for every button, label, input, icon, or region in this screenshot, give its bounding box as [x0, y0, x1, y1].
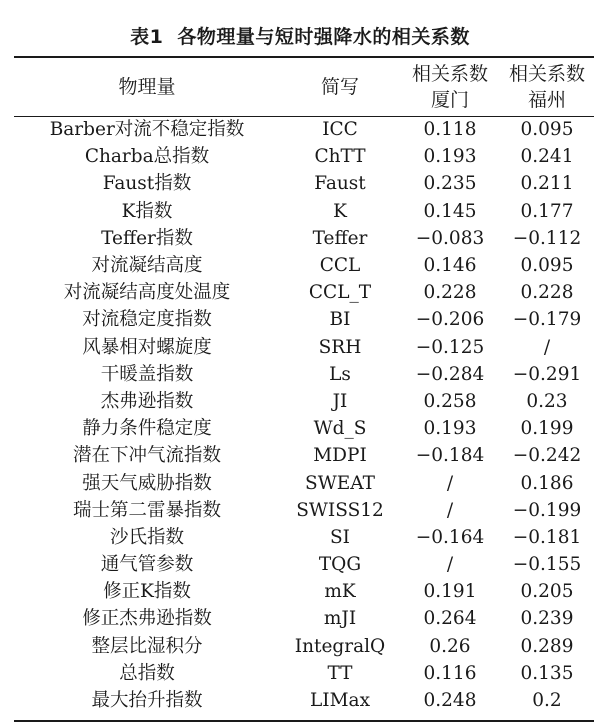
- table-row: [14, 687, 594, 714]
- cell-abbr: Ls: [329, 363, 351, 385]
- cell-quantity: 沙氏指数: [109, 526, 184, 548]
- cell-xiamen: −0.184: [415, 445, 485, 467]
- cell-abbr: ChTT: [314, 146, 366, 168]
- cell-quantity: Charba总指数: [84, 146, 210, 168]
- cell-abbr: SI: [330, 526, 350, 548]
- cell-abbr: SWEAT: [305, 472, 375, 494]
- cell-xiamen: /: [446, 499, 454, 521]
- cell-abbr: SWISS12: [296, 499, 384, 521]
- cell-fuzhou: 0.095: [520, 119, 574, 141]
- table-row: [14, 605, 594, 632]
- cell-quantity: 修正杰弗逊指数: [82, 608, 212, 630]
- header-xiamen: [400, 58, 500, 116]
- header-xiamen-line2: 厦门: [430, 89, 469, 111]
- cell-quantity: 瑞士第二雷暴指数: [72, 499, 221, 521]
- cell-fuzhou: 0.2: [532, 690, 562, 712]
- cell-xiamen: 0.193: [423, 146, 477, 168]
- cell-abbr: mK: [324, 581, 356, 603]
- cell-fuzhou: 0.289: [520, 635, 574, 657]
- table-row: [14, 306, 594, 333]
- cell-quantity: 风暴相对螺旋度: [82, 336, 212, 358]
- table-row: [14, 198, 594, 225]
- cell-abbr: CCL_T: [308, 282, 372, 304]
- header-fuzhou-line1: 相关系数: [508, 63, 585, 85]
- cell-abbr: IntegralQ: [294, 635, 386, 657]
- table-title: 各物理量与短时强降水的相关系数: [177, 26, 470, 48]
- cell-quantity: 静力条件稳定度: [82, 418, 212, 440]
- table-row: [14, 252, 594, 279]
- header-abbr: 简写: [320, 76, 359, 98]
- table-row: [14, 633, 594, 660]
- cell-fuzhou: −0.181: [512, 526, 582, 548]
- cell-quantity: K指数: [121, 200, 173, 222]
- cell-xiamen: 0.258: [423, 390, 477, 412]
- header-fuzhou: [500, 58, 594, 116]
- header-xiamen-line1: 相关系数: [411, 63, 488, 85]
- cell-abbr: TT: [327, 662, 353, 684]
- table-header: [14, 58, 594, 116]
- cell-fuzhou: −0.155: [512, 554, 582, 576]
- cell-quantity: 总指数: [119, 662, 175, 684]
- cell-fuzhou: 0.239: [520, 608, 574, 630]
- table-row: [14, 143, 594, 170]
- table-body: [14, 116, 594, 714]
- cell-abbr: JI: [332, 390, 348, 412]
- cell-abbr: LIMax: [310, 690, 370, 712]
- table-row: [14, 578, 594, 605]
- cell-fuzhou: −0.112: [512, 227, 582, 249]
- cell-fuzhou: 0.211: [520, 173, 574, 195]
- cell-fuzhou: 0.241: [520, 146, 574, 168]
- table-row: [14, 361, 594, 388]
- bottom-rule: [14, 720, 594, 722]
- cell-quantity: 对流稳定度指数: [82, 309, 212, 331]
- cell-xiamen: −0.284: [415, 363, 485, 385]
- cell-quantity: 最大抬升指数: [91, 690, 203, 712]
- table-row: [14, 388, 594, 415]
- table-number: 表1: [130, 26, 164, 48]
- table-row: [14, 170, 594, 197]
- cell-xiamen: −0.164: [415, 526, 485, 548]
- cell-quantity: 对流凝结高度处温度: [63, 282, 231, 304]
- cell-xiamen: 0.235: [423, 173, 477, 195]
- cell-fuzhou: 0.228: [520, 282, 574, 304]
- cell-xiamen: 0.193: [423, 418, 477, 440]
- cell-quantity: 修正K指数: [103, 581, 191, 603]
- cell-fuzhou: −0.291: [512, 363, 582, 385]
- table-row: [14, 334, 594, 361]
- table-row: [14, 442, 594, 469]
- table-row: [14, 551, 594, 578]
- cell-quantity: 通气管参数: [100, 554, 194, 576]
- cell-fuzhou: 0.135: [520, 662, 574, 684]
- table-row: [14, 497, 594, 524]
- cell-xiamen: 0.145: [423, 200, 477, 222]
- cell-abbr: ICC: [322, 119, 358, 141]
- cell-fuzhou: 0.186: [520, 472, 574, 494]
- cell-quantity: 整层比湿积分: [91, 635, 203, 657]
- cell-abbr: TQG: [318, 554, 362, 576]
- cell-fuzhou: 0.177: [520, 200, 574, 222]
- cell-xiamen: /: [446, 472, 454, 494]
- cell-abbr: CCL: [319, 255, 361, 277]
- cell-abbr: MDPI: [313, 445, 367, 467]
- table-row: [14, 225, 594, 252]
- cell-fuzhou: 0.095: [520, 255, 574, 277]
- cell-xiamen: 0.228: [423, 282, 477, 304]
- cell-quantity: Teffer指数: [101, 227, 193, 249]
- table-row: [14, 116, 594, 143]
- cell-quantity: Barber对流不稳定指数: [49, 119, 245, 141]
- cell-xiamen: 0.26: [429, 635, 471, 657]
- cell-abbr: mJI: [323, 608, 357, 630]
- cell-quantity: 强天气威胁指数: [82, 472, 212, 494]
- cell-quantity: 杰弗逊指数: [100, 390, 194, 412]
- cell-fuzhou: 0.23: [526, 390, 568, 412]
- cell-abbr: Teffer: [312, 227, 368, 249]
- cell-xiamen: 0.118: [423, 119, 477, 141]
- cell-fuzhou: −0.199: [512, 499, 582, 521]
- cell-fuzhou: 0.205: [520, 581, 574, 603]
- cell-xiamen: 0.191: [423, 581, 477, 603]
- header-quantity: 物理量: [118, 76, 176, 98]
- cell-abbr: BI: [329, 309, 351, 331]
- cell-abbr: SRH: [318, 336, 362, 358]
- cell-quantity: Faust指数: [102, 173, 192, 195]
- table-caption: [0, 22, 600, 49]
- cell-fuzhou: −0.242: [512, 445, 582, 467]
- cell-xiamen: −0.083: [415, 227, 485, 249]
- header-row: [14, 58, 594, 116]
- table-row: [14, 469, 594, 496]
- cell-xiamen: 0.248: [423, 690, 477, 712]
- correlation-table: [14, 58, 594, 714]
- table-row: [14, 660, 594, 687]
- cell-fuzhou: 0.199: [520, 418, 574, 440]
- cell-quantity: 对流凝结高度: [91, 255, 203, 277]
- header-fuzhou-line2: 福州: [527, 89, 566, 111]
- cell-xiamen: −0.206: [415, 309, 485, 331]
- cell-abbr: Wd_S: [313, 418, 367, 440]
- cell-quantity: 干暖盖指数: [100, 363, 194, 385]
- cell-abbr: Faust: [314, 173, 366, 195]
- cell-fuzhou: −0.179: [512, 309, 582, 331]
- table-row: [14, 279, 594, 306]
- table-row: [14, 524, 594, 551]
- cell-xiamen: /: [446, 554, 454, 576]
- cell-fuzhou: /: [543, 336, 551, 358]
- cell-xiamen: −0.125: [415, 336, 485, 358]
- cell-xiamen: 0.264: [423, 608, 477, 630]
- table-row: [14, 415, 594, 442]
- cell-xiamen: 0.146: [423, 255, 477, 277]
- cell-abbr: K: [333, 200, 347, 222]
- cell-xiamen: 0.116: [423, 662, 477, 684]
- cell-quantity: 潜在下冲气流指数: [72, 445, 221, 467]
